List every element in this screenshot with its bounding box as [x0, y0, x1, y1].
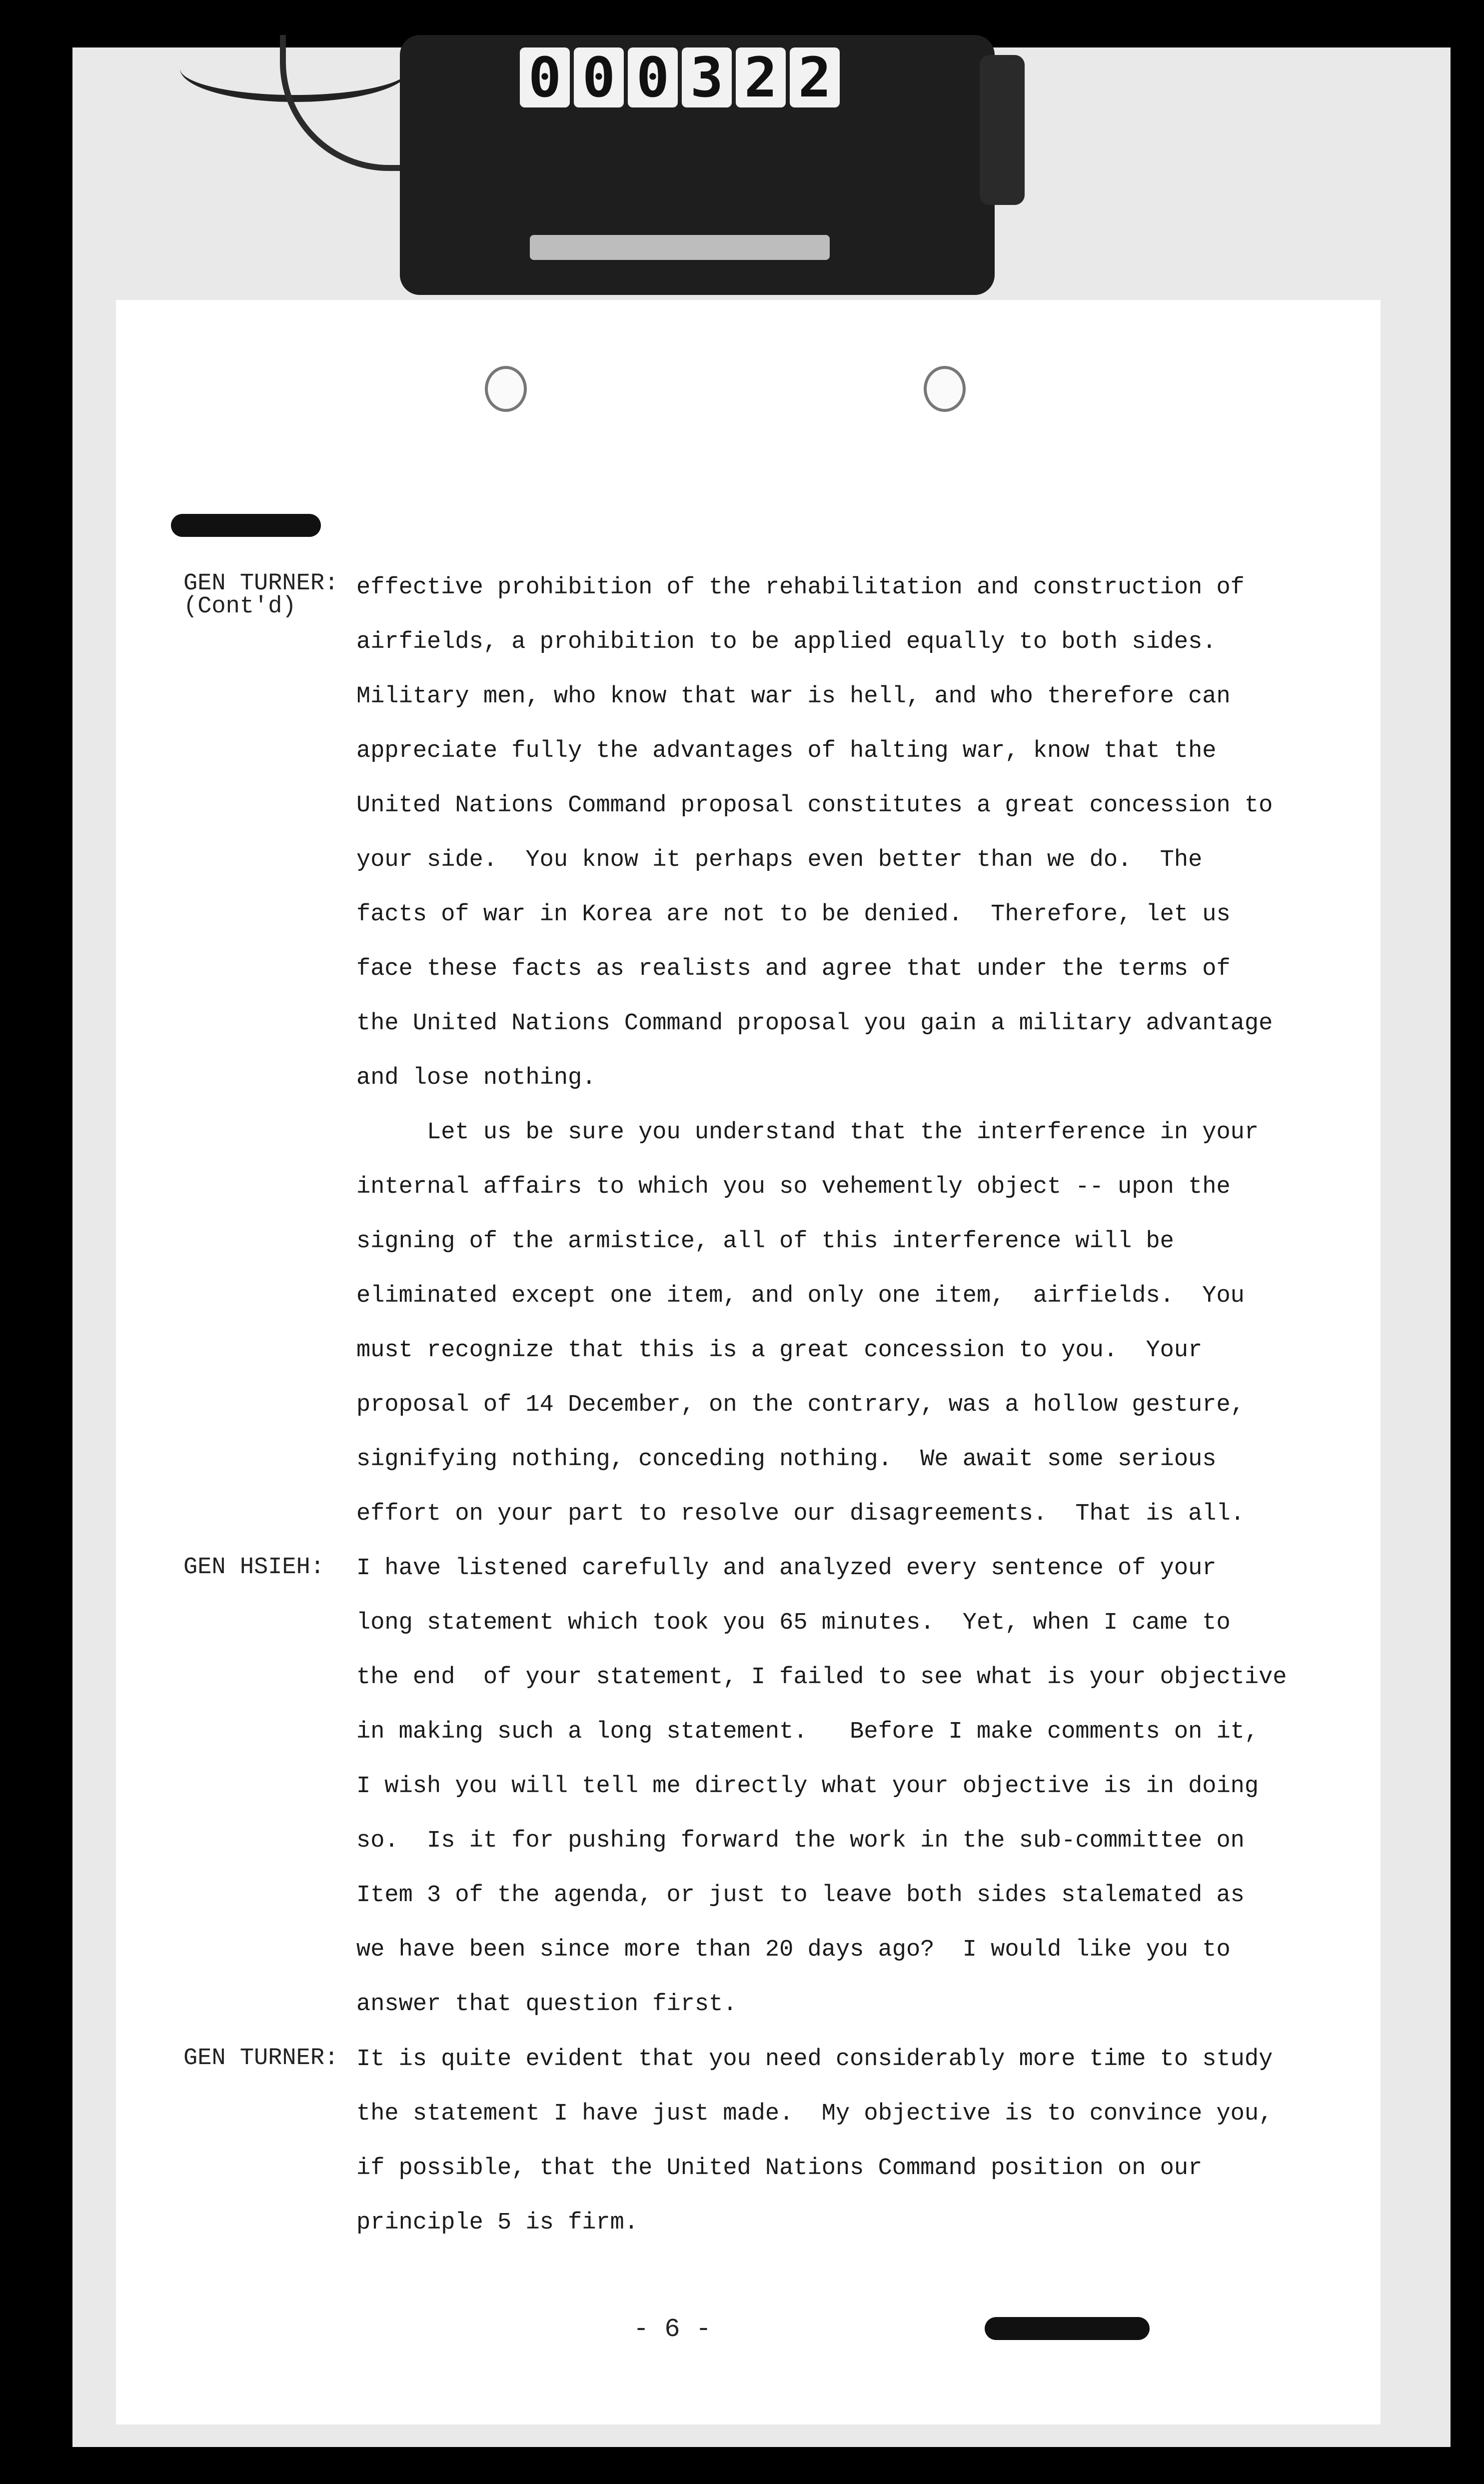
text-line: must recognize that this is a great concession to you. Your — [356, 1337, 1203, 1364]
text-line: long statement which took you 65 minutes. Yet, when I came to — [356, 1610, 1231, 1636]
speaker-label: GEN TURNER: — [183, 570, 339, 597]
text-line: effort on your part to resolve our disagreements. That is all. — [356, 1501, 1245, 1527]
text-line: the statement I have just made. My objective is to convince you, — [356, 2101, 1273, 2127]
text-line: appreciate fully the advantages of halting war, know that the — [356, 738, 1217, 764]
punch-hole — [924, 366, 966, 412]
frame-counter — [520, 47, 870, 107]
punch-hole — [485, 366, 527, 412]
text-line: I wish you will tell me directly what your objective is in doing — [356, 1773, 1259, 1800]
page-number: - 6 - — [633, 2315, 712, 2344]
text-line: proposal of 14 December, on the contrary, was a hollow gesture, — [356, 1392, 1245, 1418]
counter-digit: 0 — [628, 47, 678, 107]
text-line: facts of war in Korea are not to be denied. Therefore, let us — [356, 901, 1231, 928]
counter-slot — [530, 235, 830, 260]
redaction-mark — [985, 2317, 1150, 2340]
paragraph — [356, 574, 1316, 1119]
text-line: airfields, a prohibition to be applied equally to both sides. — [356, 629, 1217, 655]
text-line: so. Is it for pushing forward the work in the sub-committee on — [356, 1828, 1245, 1854]
speaker-label: GEN TURNER: — [183, 2045, 339, 2072]
text-line: answer that question first. — [356, 1991, 737, 2018]
paragraph — [356, 1119, 1316, 1555]
text-line: if possible, that the United Nations Command position on our — [356, 2155, 1203, 2182]
text-line: and lose nothing. — [356, 1065, 596, 1091]
text-line: the end of your statement, I failed to see what is your objective — [356, 1664, 1287, 1691]
text-line: I have listened carefully and analyzed every sentence of your — [356, 1555, 1217, 1582]
speaker-note: (Cont'd) — [183, 593, 296, 620]
text-line: Military men, who know that war is hell, and who therefore can — [356, 683, 1231, 710]
text-line: signing of the armistice, all of this interference will be — [356, 1228, 1174, 1255]
text-line: your side. You know it perhaps even better than we do. The — [356, 847, 1203, 873]
speaker-label: GEN HSIEH: — [183, 1554, 325, 1581]
text-line: internal affairs to which you so vehemently object -- upon the — [356, 1174, 1231, 1200]
text-line: It is quite evident that you need considerably more time to study — [356, 2046, 1273, 2073]
counter-digit: 2 — [736, 47, 786, 107]
counter-digit: 3 — [682, 47, 732, 107]
paragraph — [356, 1555, 1316, 2045]
counter-digit: 0 — [520, 47, 570, 107]
text-line: face these facts as realists and agree that under the terms of — [356, 956, 1231, 982]
counter-digit: 2 — [790, 47, 840, 107]
text-line: United Nations Command proposal constitutes a great concession to — [356, 792, 1273, 819]
text-line: Let us be sure you understand that the interference in your — [356, 1119, 1259, 1146]
text-line: signifying nothing, conceding nothing. We await some serious — [356, 1446, 1217, 1473]
text-line: effective prohibition of the rehabilitation and construction of — [356, 574, 1245, 601]
redaction-mark — [171, 514, 321, 537]
text-line: in making such a long statement. Before I make comments on it, — [356, 1719, 1259, 1745]
text-line: we have been since more than 20 days ago? I would like you to — [356, 1937, 1231, 1963]
paragraph — [356, 2046, 1316, 2264]
text-line: Item 3 of the agenda, or just to leave both sides stalemated as — [356, 1882, 1245, 1909]
counter-digit: 0 — [574, 47, 624, 107]
counter-knob — [980, 55, 1025, 205]
text-line: eliminated except one item, and only one item, airfields. You — [356, 1283, 1245, 1309]
text-line: the United Nations Command proposal you gain a military advantage — [356, 1010, 1273, 1037]
text-line: principle 5 is firm. — [356, 2210, 639, 2236]
